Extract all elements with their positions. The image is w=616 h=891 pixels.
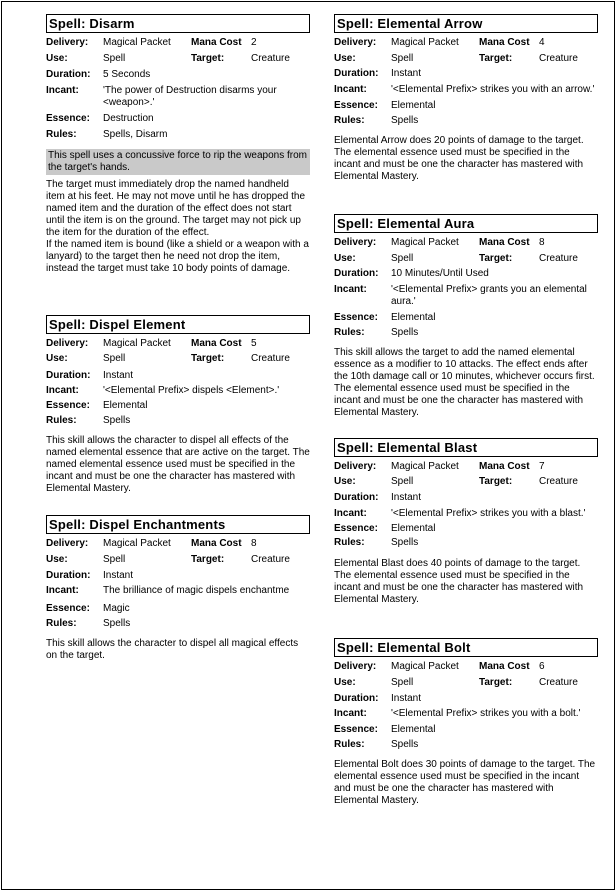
target-label: Target: — [479, 253, 513, 264]
essence-row — [334, 523, 598, 535]
spell-description: Elemental Arrow does 20 points of damage to the target. The elemental essence used must be specified in the incant and must be one the character has mastered with Elemental Mastery. — [334, 135, 584, 182]
incant-row — [334, 284, 598, 308]
spell-description-2: If the named item is bound (like a shield or a weapon with a lanyard) to the target then he need not drop the item, instead the target must take 10 body points of damage. — [46, 239, 309, 274]
duration-label: Duration: — [334, 268, 379, 279]
incant-value: '<Elemental Prefix> dispels <Element>.' — [103, 385, 280, 396]
delivery-value: Magical Packet — [391, 237, 459, 248]
essence-value: Elemental — [391, 724, 436, 735]
use-label: Use: — [334, 677, 356, 688]
rules-value: Spells, Disarm — [103, 129, 168, 140]
rules-row — [334, 537, 598, 549]
rules-value: Spells — [103, 618, 131, 629]
delivery-value: Magical Packet — [391, 661, 459, 672]
use-label: Use: — [334, 53, 356, 64]
target-value: Creature — [251, 53, 290, 64]
mana-cost-label: Mana Cost — [479, 661, 530, 672]
target-label: Target: — [191, 53, 225, 64]
essence-value: Elemental — [391, 523, 436, 534]
duration-label: Duration: — [334, 68, 379, 79]
essence-value: Elemental — [103, 400, 148, 411]
use-row — [334, 53, 598, 65]
rules-row — [334, 327, 598, 339]
rules-value: Spells — [391, 115, 419, 126]
mana-cost-label: Mana Cost — [191, 538, 242, 549]
use-value: Spell — [391, 253, 414, 264]
rules-label: Rules: — [46, 618, 77, 629]
target-label: Target: — [479, 53, 513, 64]
use-value: Spell — [103, 554, 126, 565]
incant-value: '<Elemental Prefix> strikes you with an arrow.' — [391, 84, 595, 95]
duration-row — [334, 693, 598, 705]
use-value: Spell — [391, 53, 414, 64]
incant-value: 'The power of Destruction disarms your <weapon>.' — [103, 85, 277, 108]
spell-title: Spell: Elemental Arrow — [334, 14, 598, 33]
essence-row — [334, 724, 598, 736]
delivery-label: Delivery: — [46, 538, 89, 549]
mana-cost-label: Mana Cost — [191, 338, 242, 349]
incant-row — [334, 708, 598, 720]
essence-value: Destruction — [103, 113, 154, 124]
delivery-row — [46, 37, 310, 49]
mana-cost-label: Mana Cost — [479, 237, 530, 248]
spell-card-dispel-element — [46, 315, 310, 495]
spell-card-elemental-aura — [334, 214, 598, 419]
spell-description: This skill allows the target to add the named elemental essence as a modifier to 10 attacks. The effect ends after the 10th damage call or 10 minutes, whichever occurs first. The elemental essence used must be specified in the incant and must be one the character has mastered with Elemental Mastery. — [334, 347, 595, 418]
spell-title: Spell: Elemental Bolt — [334, 638, 598, 657]
spell-title: Spell: Elemental Aura — [334, 214, 598, 233]
use-label: Use: — [334, 476, 356, 487]
spell-description: Elemental Bolt does 30 points of damage to the target. The elemental essence used must be specified in the incant and must be one the character has mastered with Elemental Mastery. — [334, 759, 596, 806]
delivery-value: Magical Packet — [391, 461, 459, 472]
essence-row — [46, 400, 310, 412]
rules-row — [46, 129, 310, 141]
incant-label: Incant: — [334, 508, 367, 519]
spell-title: Spell: Elemental Blast — [334, 438, 598, 457]
incant-value: The brilliance of magic dispels enchantme — [103, 585, 290, 596]
duration-value: 5 Seconds — [103, 69, 151, 80]
delivery-label: Delivery: — [334, 37, 377, 48]
delivery-row — [334, 661, 598, 673]
mana-cost-value: 8 — [539, 237, 545, 248]
duration-value: Instant — [103, 570, 134, 581]
rules-label: Rules: — [334, 115, 365, 126]
spell-card-dispel-enchantments — [46, 515, 310, 662]
use-value: Spell — [391, 677, 414, 688]
spell-description: This skill allows the character to dispel all effects of the named elemental essence that are active on the target. The named elemental essence used must be specified in the incant and must be one the character has mastered with Elemental Mastery. — [46, 435, 310, 494]
duration-label: Duration: — [334, 492, 379, 503]
use-row — [46, 53, 310, 65]
duration-label: Duration: — [46, 69, 91, 80]
spell-card-elemental-bolt — [334, 638, 598, 807]
incant-row — [334, 508, 598, 520]
delivery-label: Delivery: — [334, 237, 377, 248]
essence-label: Essence: — [46, 400, 90, 411]
use-row — [334, 253, 598, 265]
delivery-row — [334, 237, 598, 249]
rules-value: Spells — [391, 739, 419, 750]
spell-description: The target must immediately drop the named handheld item at his feet. He may not move until he has dropped the named item and the duration of the effect does not start until the item is on the ground. The target may not pick up the item for the duration of the effect. — [46, 179, 306, 238]
rules-row — [334, 739, 598, 751]
rules-row — [46, 415, 310, 427]
target-label: Target: — [191, 353, 225, 364]
delivery-label: Delivery: — [334, 461, 377, 472]
spell-description: Elemental Blast does 40 points of damage to the target. The elemental essence used must be specified in the incant and must be one the character has mastered with Elemental Mastery. — [334, 558, 584, 605]
duration-row — [46, 370, 310, 382]
delivery-value: Magical Packet — [103, 37, 171, 48]
mana-cost-value: 4 — [539, 37, 545, 48]
use-label: Use: — [46, 53, 68, 64]
target-label: Target: — [191, 554, 225, 565]
delivery-label: Delivery: — [46, 37, 89, 48]
spell-card-elemental-arrow — [334, 14, 598, 183]
duration-row — [334, 68, 598, 80]
mana-cost-label: Mana Cost — [191, 37, 242, 48]
use-value: Spell — [103, 353, 126, 364]
duration-value: 10 Minutes/Until Used — [391, 268, 489, 279]
mana-cost-value: 5 — [251, 338, 257, 349]
duration-value: Instant — [103, 370, 134, 381]
target-value: Creature — [539, 53, 578, 64]
use-row — [334, 677, 598, 689]
rules-value: Spells — [391, 327, 419, 338]
essence-label: Essence: — [334, 100, 378, 111]
delivery-row — [334, 461, 598, 473]
incant-value: '<Elemental Prefix> strikes you with a blast.' — [391, 508, 586, 519]
target-label: Target: — [479, 476, 513, 487]
target-label: Target: — [479, 677, 513, 688]
incant-label: Incant: — [334, 84, 367, 95]
target-value: Creature — [539, 476, 578, 487]
spell-card-elemental-blast — [334, 438, 598, 606]
incant-label: Incant: — [46, 585, 79, 596]
essence-row — [46, 603, 310, 615]
delivery-value: Magical Packet — [103, 538, 171, 549]
essence-row — [334, 100, 598, 112]
rules-value: Spells — [103, 415, 131, 426]
delivery-row — [46, 338, 310, 350]
essence-value: Magic — [103, 603, 130, 614]
incant-row — [46, 85, 310, 109]
duration-label: Duration: — [46, 370, 91, 381]
use-row — [46, 353, 310, 365]
document-page — [1, 1, 615, 890]
mana-cost-value: 8 — [251, 538, 257, 549]
essence-row — [334, 312, 598, 324]
rules-label: Rules: — [334, 537, 365, 548]
duration-value: Instant — [391, 68, 422, 79]
target-value: Creature — [251, 554, 290, 565]
incant-label: Incant: — [46, 385, 79, 396]
delivery-row — [46, 538, 310, 550]
highlight-text: This spell uses a concussive force to rip the weapons from the target's hands. — [46, 149, 310, 175]
duration-row — [334, 268, 598, 280]
spell-card-disarm — [46, 14, 310, 275]
delivery-label: Delivery: — [334, 661, 377, 672]
delivery-label: Delivery: — [46, 338, 89, 349]
use-value: Spell — [391, 476, 414, 487]
duration-value: Instant — [391, 492, 422, 503]
incant-row — [334, 84, 598, 96]
incant-row — [46, 385, 310, 397]
target-value: Creature — [251, 353, 290, 364]
use-row — [46, 554, 310, 566]
incant-value: '<Elemental Prefix> grants you an elemental aura.' — [391, 284, 587, 307]
mana-cost-value: 6 — [539, 661, 545, 672]
essence-label: Essence: — [46, 113, 90, 124]
spell-title: Spell: Dispel Element — [46, 315, 310, 334]
duration-label: Duration: — [46, 570, 91, 581]
rules-label: Rules: — [46, 415, 77, 426]
essence-label: Essence: — [334, 312, 378, 323]
incant-row — [46, 585, 310, 597]
use-row — [334, 476, 598, 488]
rules-value: Spells — [391, 537, 419, 548]
mana-cost-value: 7 — [539, 461, 545, 472]
essence-label: Essence: — [46, 603, 90, 614]
delivery-value: Magical Packet — [391, 37, 459, 48]
spell-title: Spell: Dispel Enchantments — [46, 515, 310, 534]
rules-row — [46, 618, 310, 630]
essence-value: Elemental — [391, 100, 436, 111]
duration-value: Instant — [391, 693, 422, 704]
use-label: Use: — [46, 554, 68, 565]
mana-cost-value: 2 — [251, 37, 257, 48]
duration-row — [334, 492, 598, 504]
essence-label: Essence: — [334, 523, 378, 534]
use-label: Use: — [334, 253, 356, 264]
essence-value: Elemental — [391, 312, 436, 323]
mana-cost-label: Mana Cost — [479, 461, 530, 472]
delivery-value: Magical Packet — [103, 338, 171, 349]
duration-row — [46, 69, 310, 81]
incant-value: '<Elemental Prefix> strikes you with a bolt.' — [391, 708, 581, 719]
duration-label: Duration: — [334, 693, 379, 704]
incant-label: Incant: — [334, 284, 367, 295]
essence-row — [46, 113, 310, 125]
duration-row — [46, 570, 310, 582]
target-value: Creature — [539, 677, 578, 688]
use-value: Spell — [103, 53, 126, 64]
mana-cost-label: Mana Cost — [479, 37, 530, 48]
rules-label: Rules: — [334, 739, 365, 750]
delivery-row — [334, 37, 598, 49]
rules-label: Rules: — [46, 129, 77, 140]
spell-description: This skill allows the character to dispel all magical effects on the target. — [46, 638, 299, 661]
incant-label: Incant: — [46, 85, 79, 96]
use-label: Use: — [46, 353, 68, 364]
essence-label: Essence: — [334, 724, 378, 735]
rules-row — [334, 115, 598, 127]
rules-label: Rules: — [334, 327, 365, 338]
spell-title: Spell: Disarm — [46, 14, 310, 33]
incant-label: Incant: — [334, 708, 367, 719]
target-value: Creature — [539, 253, 578, 264]
